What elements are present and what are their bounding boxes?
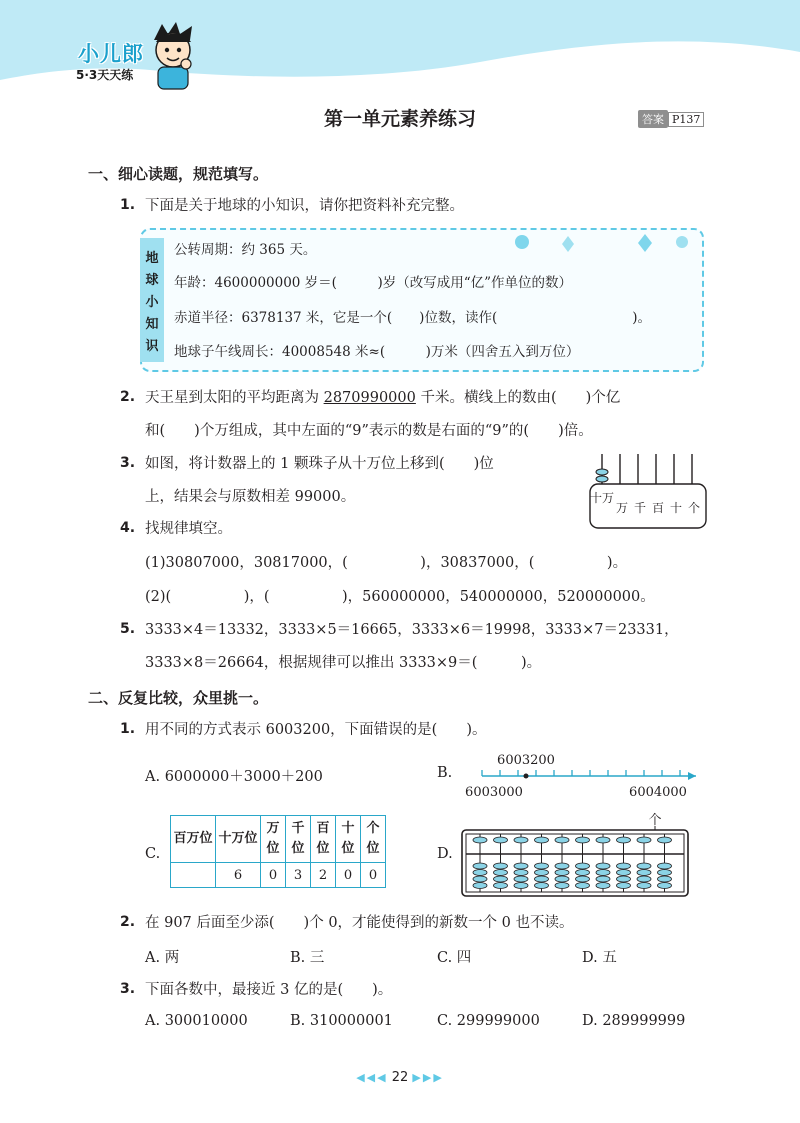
abacus-bead [535,837,549,843]
abacus-bead [494,883,508,889]
question-number: 1. [120,197,136,213]
question-text: 和( )个万组成，其中左面的“9”表示的数是右面的“9”的( )倍。 [145,423,593,439]
abacus-bead [617,870,631,876]
question-text: 下面各数中，最接近 3 亿的是( )。 [145,982,393,998]
abacus-bead [555,837,569,843]
counter-label: 百 [651,501,665,515]
fact-line: 赤道半径：6378137 米，它是一个( )位数，读作( )。 [174,310,651,326]
question-text: 在 907 后面至少添( )个 0，才能使得到的新数一个 0 也不读。 [145,915,574,931]
abacus-bead [473,863,487,869]
page-title: 第一单元素养练习 [323,108,476,130]
fact-line: 公转周期：约 365 天。 [174,242,317,258]
question-number: 3. [120,981,136,997]
question-text: 天王星到太阳的平均距离为 2870990000 千米。横线上的数由( )个亿 [145,390,621,406]
abacus-bead [617,837,631,843]
abacus-bead [514,870,528,876]
abacus-bead [617,863,631,869]
option-b[interactable]: B. 310000001 [290,1013,393,1029]
abacus-bead [617,876,631,882]
question-text: (1)30807000，30817000，( )，30837000，( )。 [145,555,628,571]
start-value: 6003000 [465,785,523,800]
abacus-bead [555,883,569,889]
option-b[interactable]: B. 三 [290,950,325,966]
counter-diagram [588,450,708,532]
mascot-boy-icon [148,20,200,92]
question-text: 找规律填空。 [145,521,232,537]
counter-label: 十 [669,501,683,515]
option-a[interactable]: A. 300010000 [145,1013,248,1029]
place-value-table [170,815,386,888]
page-number: 22 [391,1070,409,1085]
abacus-bead [473,876,487,882]
abacus-bead [555,863,569,869]
table-cell: 0 [261,863,286,888]
option-d[interactable]: D. 五 [582,950,617,966]
fact-line: 地球子午线周长：40008548 米≈( )万米（四舍五入到万位） [174,344,580,360]
abacus-bead [576,876,590,882]
question-text: 如图，将计数器上的 1 颗珠子从十万位上移到( )位 [145,456,494,472]
abacus-bead [596,870,610,876]
section-heading-2: 二、反复比较，众里挑一。 [88,689,269,707]
abacus-bead [637,870,651,876]
number-line [460,752,700,802]
decorative-shapes-icon [500,230,700,260]
next-arrows-icon: ▶▶▶ [412,1071,444,1084]
abacus-bead [535,883,549,889]
table-cell: 2 [311,863,336,888]
option-a[interactable]: A. 6000000＋3000＋200 [145,769,323,785]
option-b[interactable]: B. [437,765,453,781]
answer-reference [638,110,704,128]
option-a[interactable]: A. 两 [145,950,180,966]
abacus-bead [596,837,610,843]
counter-label: 个 [687,501,701,515]
end-value: 6004000 [629,785,687,800]
table-header: 个位 [361,816,386,863]
question-text: 3333×8＝26664，根据规律可以推出 3333×9＝( )。 [145,655,542,671]
table-header: 百位 [311,816,336,863]
brand-subtitle: 5·3天天练 [76,68,134,82]
abacus-bead [596,883,610,889]
abacus-bead [494,870,508,876]
abacus-bead [535,876,549,882]
option-c[interactable]: C. [145,846,161,862]
abacus-bead [637,837,651,843]
counter-label: 万 [615,501,629,515]
abacus-bead [576,863,590,869]
underlined-number: 2870990000 [323,390,416,406]
abacus-bead [514,876,528,882]
abacus-bead [535,863,549,869]
question-number: 1. [120,721,136,737]
answer-label: 答案 [638,110,668,128]
section-heading-1: 一、细心读题，规范填写。 [88,165,269,183]
question-text: 3333×4＝13332，3333×5＝16665，3333×6＝19998，3333×7＝23331， [145,622,679,638]
question-text: 上，结果会与原数相差 99000。 [145,489,356,505]
abacus-bead [535,870,549,876]
abacus-bead [576,883,590,889]
abacus-bead [596,876,610,882]
abacus-bead [617,883,631,889]
answer-page: P137 [668,112,704,127]
option-c[interactable]: C. 四 [437,950,472,966]
abacus-bead [555,870,569,876]
question-text: (2)( )，( )，560000000，540000000，520000000。 [145,589,655,605]
abacus-bead [514,837,528,843]
marked-value: 6003200 [497,753,555,768]
abacus-diagram [460,810,690,900]
page-footer [0,1070,800,1085]
abacus-bead [658,870,672,876]
table-cell: 3 [286,863,311,888]
abacus-bead [658,876,672,882]
abacus-bead [473,837,487,843]
abacus-bead [494,863,508,869]
prev-arrows-icon: ◀◀◀ [356,1071,388,1084]
table-header: 百万位 [171,816,216,863]
table-header: 十万位 [216,816,261,863]
question-text: 下面是关于地球的小知识，请你把资料补充完整。 [145,198,464,214]
brand-name: 小儿郎 [78,42,144,66]
abacus-bead [596,863,610,869]
abacus-bead [514,883,528,889]
question-number: 2. [120,389,136,405]
table-header: 千位 [286,816,311,863]
question-number: 3. [120,455,136,471]
question-number: 2. [120,914,136,930]
abacus-bead [555,876,569,882]
abacus-bead [658,883,672,889]
question-number: 5. [120,621,136,637]
table-header: 十位 [336,816,361,863]
table-cell: 0 [361,863,386,888]
counter-label: 十万 [589,491,615,505]
abacus-bead [658,837,672,843]
option-d[interactable]: D. 289999999 [582,1013,686,1029]
abacus-bead [576,870,590,876]
abacus-bead [473,883,487,889]
option-d[interactable]: D. [437,846,453,862]
earth-facts-tab: 地 球 小 知 识 [140,238,164,362]
table-cell: 0 [336,863,361,888]
counter-label: 千 [633,501,647,515]
table-cell: 6 [216,863,261,888]
abacus-bead [473,870,487,876]
abacus-bead [637,883,651,889]
table-cell [171,863,216,888]
question-text: 用不同的方式表示 6003200，下面错误的是( )。 [145,722,487,738]
abacus-bead [658,863,672,869]
abacus-bead [514,863,528,869]
question-number: 4. [120,520,136,536]
abacus-bead [637,876,651,882]
fact-line: 年龄：4600000000 岁＝( )岁（改写成用“亿”作单位的数） [174,275,573,291]
abacus-bead [494,837,508,843]
abacus-label: 个 [648,813,662,828]
abacus-bead [576,837,590,843]
option-c[interactable]: C. 299999000 [437,1013,540,1029]
abacus-bead [637,863,651,869]
abacus-bead [494,876,508,882]
table-header: 万位 [261,816,286,863]
